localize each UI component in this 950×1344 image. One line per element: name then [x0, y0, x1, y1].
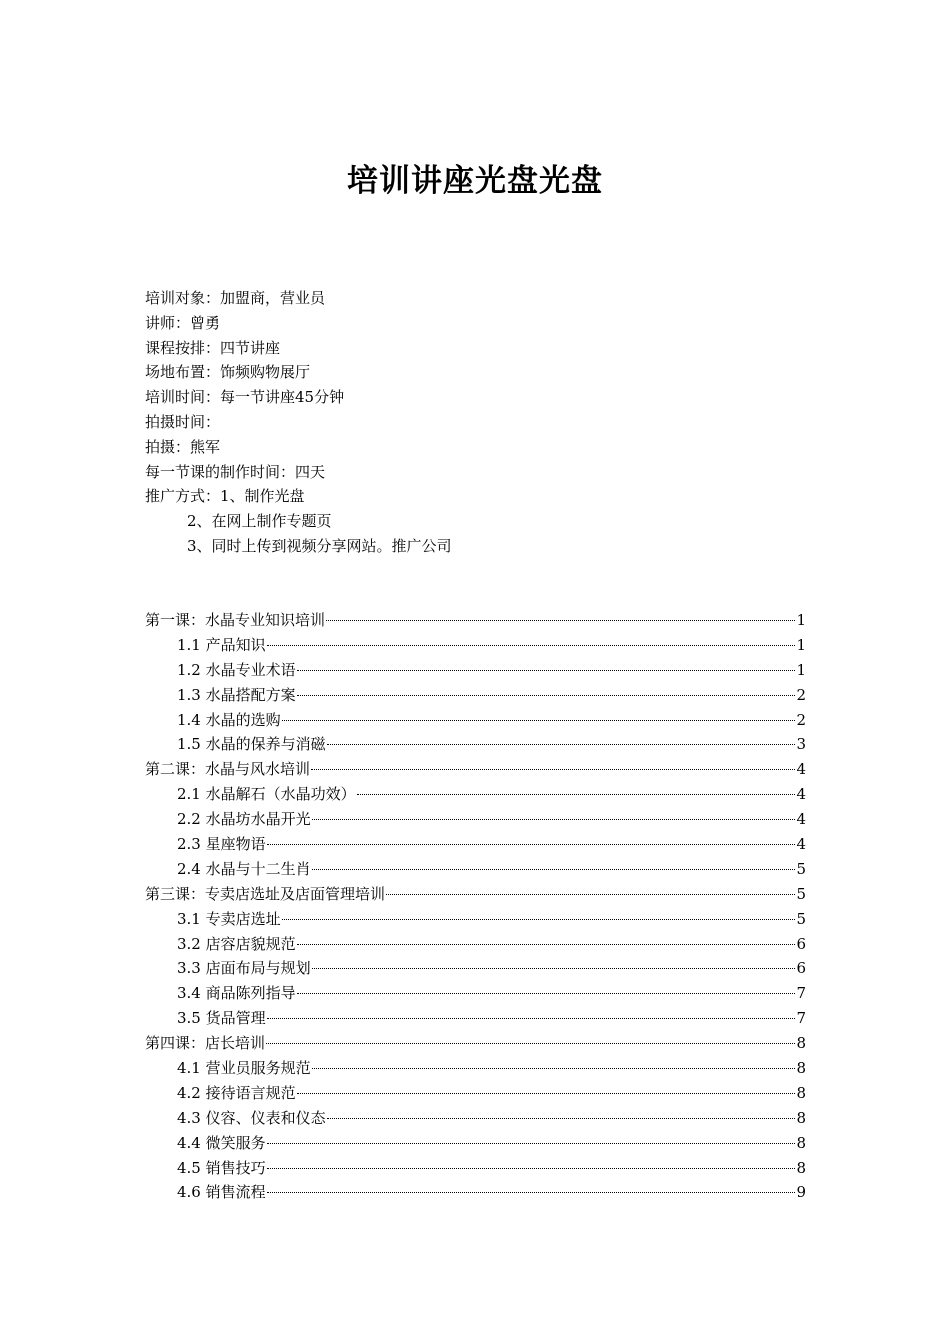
toc-entry-label: 3.3 店面布局与规划: [177, 959, 311, 978]
training-info-block: [145, 286, 825, 559]
toc-section-entry[interactable]: [145, 1131, 806, 1156]
toc-section-entry[interactable]: [145, 981, 806, 1006]
toc-entry-label: 1.4 水晶的选购: [177, 710, 281, 729]
toc-page-number: 5: [796, 884, 806, 903]
toc-section-entry[interactable]: [145, 807, 806, 832]
toc-section-entry[interactable]: [145, 857, 806, 882]
toc-page-number: 8: [796, 1083, 806, 1102]
toc-page-number: 8: [796, 1133, 806, 1152]
toc-page-number: 3: [796, 735, 806, 754]
toc-entry-label: 1.5 水晶的保养与消磁: [177, 735, 326, 754]
info-line: 课程按排：四节讲座: [145, 338, 281, 357]
info-line: 讲师：曾勇: [145, 313, 221, 332]
toc-entry-label: 2.2 水晶坊水晶开光: [177, 810, 311, 829]
info-line: 培训时间：每一节讲座45分钟: [145, 388, 345, 407]
toc-page-number: 7: [796, 984, 806, 1003]
toc-dot-leader: [312, 819, 796, 820]
toc-chapter-entry[interactable]: [145, 608, 806, 633]
toc-page-number: 5: [796, 909, 806, 928]
toc-section-entry[interactable]: [145, 1180, 806, 1205]
toc-page-number: 6: [796, 959, 806, 978]
toc-dot-leader: [312, 869, 796, 870]
toc-dot-leader: [297, 944, 796, 945]
toc-dot-leader: [266, 1043, 795, 1044]
toc-dot-leader: [267, 1018, 796, 1019]
toc-page-number: 7: [796, 1009, 806, 1028]
toc-page-number: 4: [796, 810, 806, 829]
toc-dot-leader: [267, 1192, 796, 1193]
toc-dot-leader: [267, 844, 796, 845]
document-title: 培训讲座光盘光盘: [347, 163, 603, 199]
toc-dot-leader: [297, 695, 796, 696]
toc-entry-label: 3.5 货品管理: [177, 1009, 266, 1028]
toc-entry-label: 3.2 店容店貌规范: [177, 934, 296, 953]
toc-section-entry[interactable]: [145, 1056, 806, 1081]
toc-entry-label: 1.3 水晶搭配方案: [177, 685, 296, 704]
toc-chapter-entry[interactable]: [145, 757, 806, 782]
toc-entry-label: 4.6 销售流程: [177, 1183, 266, 1202]
toc-dot-leader: [312, 968, 796, 969]
toc-dot-leader: [327, 1118, 796, 1119]
toc-section-entry[interactable]: [145, 1081, 806, 1106]
toc-chapter-entry[interactable]: [145, 1031, 806, 1056]
toc-page-number: 8: [796, 1059, 806, 1078]
toc-entry-label: 1.2 水晶专业术语: [177, 660, 296, 679]
toc-dot-leader: [297, 993, 796, 994]
toc-page-number: 9: [796, 1183, 806, 1202]
toc-section-entry[interactable]: [145, 956, 806, 981]
toc-page-number: 4: [796, 760, 806, 779]
toc-entry-label: 3.1 专卖店选址: [177, 909, 281, 928]
toc-dot-leader: [312, 1068, 796, 1069]
toc-page-number: 2: [796, 685, 806, 704]
info-line: 培训对象：加盟商，营业员: [145, 289, 326, 307]
toc-section-entry[interactable]: [145, 658, 806, 683]
toc-page-number: 6: [796, 934, 806, 953]
toc-page-number: 8: [796, 1108, 806, 1127]
toc-section-entry[interactable]: [145, 832, 806, 857]
toc-section-entry[interactable]: [145, 732, 806, 757]
toc-page-number: 5: [796, 859, 806, 878]
toc-entry-label: 4.4 微笑服务: [177, 1133, 266, 1152]
toc-entry-label: 4.2 接待语言规范: [177, 1083, 296, 1102]
toc-section-entry[interactable]: [145, 683, 806, 708]
info-line: 3、同时上传到视频分享网站。推广公司: [187, 536, 452, 555]
toc-dot-leader: [267, 1143, 796, 1144]
toc-dot-leader: [282, 919, 796, 920]
toc-section-entry[interactable]: [145, 782, 806, 807]
info-line: 每一节课的制作时间：四天: [145, 462, 326, 481]
toc-dot-leader: [282, 720, 796, 721]
toc-entry-label: 2.4 水晶与十二生肖: [177, 859, 311, 878]
toc-page-number: 4: [796, 835, 806, 854]
info-line: 场地布置：饰频购物展厅: [145, 363, 311, 382]
toc-dot-leader: [297, 670, 796, 671]
toc-chapter-entry[interactable]: [145, 882, 806, 907]
toc-section-entry[interactable]: [145, 708, 806, 733]
toc-entry-label: 2.1 水晶解石（水晶功效）: [177, 785, 356, 804]
toc-entry-label: 4.5 销售技巧: [177, 1158, 266, 1177]
toc-section-entry[interactable]: [145, 633, 806, 658]
toc-page-number: 8: [796, 1158, 806, 1177]
info-line: 推广方式：1、制作光盘: [145, 487, 305, 506]
toc-page-number: 2: [796, 710, 806, 729]
toc-entry-label: 2.3 星座物语: [177, 835, 266, 854]
info-line: 拍摄时间：: [145, 412, 221, 431]
toc-section-entry[interactable]: [145, 1156, 806, 1181]
toc-dot-leader: [297, 1093, 796, 1094]
toc-entry-label: 4.1 营业员服务规范: [177, 1059, 311, 1078]
toc-entry-label: 3.4 商品陈列指导: [177, 984, 296, 1003]
toc-dot-leader: [267, 1168, 796, 1169]
toc-page-number: 1: [796, 611, 806, 629]
toc-dot-leader: [357, 794, 796, 795]
toc-section-entry[interactable]: [145, 1106, 806, 1131]
toc-dot-leader: [326, 620, 795, 621]
toc-page-number: 8: [796, 1034, 806, 1053]
toc-section-entry[interactable]: [145, 1006, 806, 1031]
toc-page-number: 1: [796, 660, 806, 679]
toc-entry-label: 第三课：专卖店选址及店面管理培训: [145, 884, 386, 903]
toc-dot-leader: [327, 744, 796, 745]
info-line: 2、在网上制作专题页: [187, 512, 332, 531]
toc-entry-label: 1.1 产品知识: [177, 635, 266, 654]
toc-entry-label: 4.3 仪容、仪表和仪态: [177, 1108, 326, 1127]
toc-entry-label: 第二课：水晶与风水培训: [145, 760, 311, 779]
toc-entry-label: 第四课：店长培训: [145, 1034, 266, 1053]
toc-dot-leader: [386, 894, 795, 895]
toc-page-number: 1: [796, 635, 806, 654]
toc-section-entry[interactable]: [145, 907, 806, 932]
info-line: 拍摄：熊军: [145, 437, 221, 456]
toc-section-entry[interactable]: [145, 932, 806, 957]
toc-entry-label: 第一课：水晶专业知识培训: [145, 611, 326, 629]
toc-page-number: 4: [796, 785, 806, 804]
table-of-contents: [145, 608, 806, 1205]
toc-dot-leader: [267, 645, 796, 646]
toc-dot-leader: [311, 769, 795, 770]
